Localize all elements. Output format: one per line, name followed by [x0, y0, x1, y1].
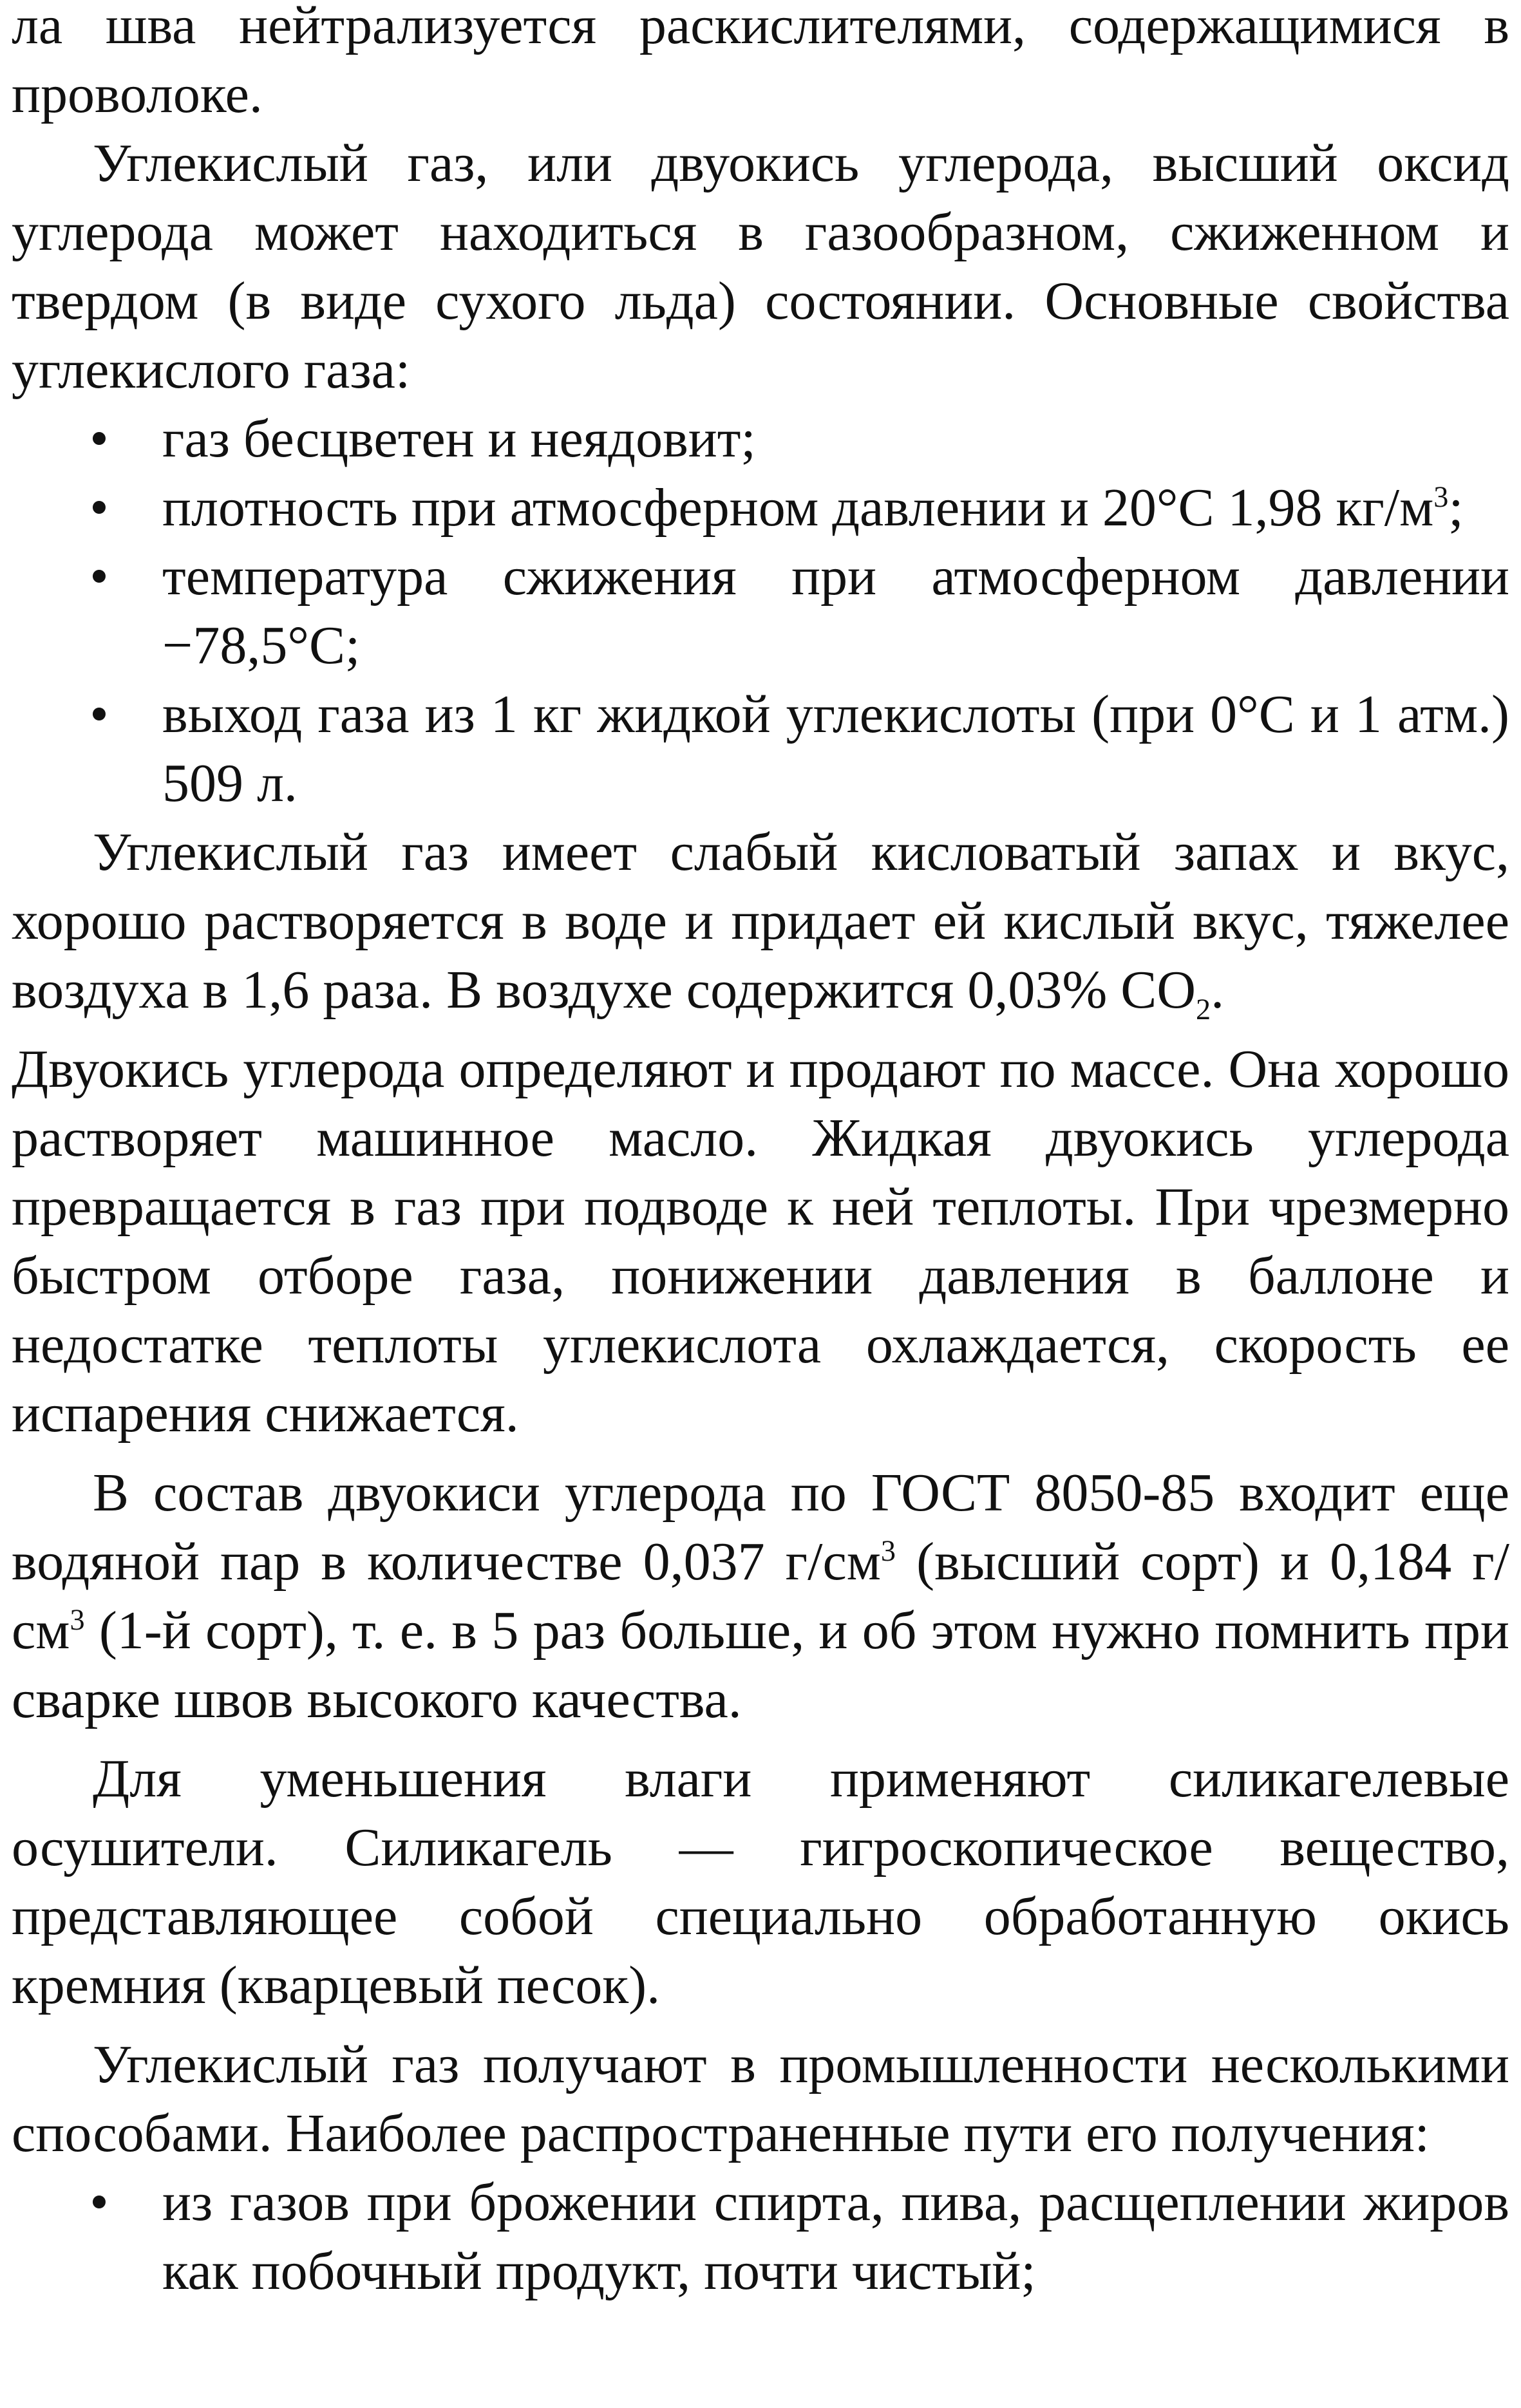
- list-item: [12, 473, 1509, 542]
- paragraph-co2-intro: Углекислый газ, или двуокись углерода, высший оксид углерода может находиться в газообразном, сжиженном и твердом (в виде сухого льда) состоянии. Основные свойства углекислого газа:: [12, 133, 1509, 400]
- paragraph-gost: В состав двуокиси углерода по ГОСТ 8050-85 входит еще водяной пар в количестве 0,037 $г/см^3$ (высший сорт) и 0,184 $г/см^3$ (1-й сорт), т. е. в 5 раз больше, и об этом нужно помнить при сварке швов высокого качества.: [12, 1463, 1509, 1729]
- superscript: 3: [880, 1534, 896, 1567]
- paragraph-silicagel: Для уменьшения влаги применяют силикагелевые осушители. Силикагель — гигроскопическое вещество, представляющее собой специально обработанную окись кремния (кварцевый песок).: [12, 1749, 1509, 2015]
- co2-properties-list: [12, 404, 1509, 818]
- list-item: [12, 680, 1509, 818]
- list-item-text: выход газа из 1 кг жидкой углекислоты (при 0°C и 1 атм.) 509 л.: [162, 684, 1509, 813]
- bullet-icon: •: [90, 409, 109, 469]
- superscript: 3: [1433, 480, 1449, 513]
- bullet-icon: •: [90, 547, 109, 607]
- bullet-icon: •: [90, 478, 109, 538]
- paragraph-production: Углекислый газ получают в промышленности несколькими способами. Наиболее распространенные пути его получения:: [12, 2035, 1509, 2163]
- document-page: [12, 0, 1509, 2306]
- paragraph-co2-smell: Углекислый газ имеет слабый кисловатый запах и вкус, хорошо растворяется в воде и придает ей кислый вкус, тяжелее воздуха в 1,6 раза. В воздухе содержится 0,03% $CO_2$.: [12, 822, 1509, 1026]
- superscript: 3: [70, 1603, 85, 1636]
- list-item-text: плотность при атмосферном давлении и 20°C 1,98 $кг/м^3$;: [162, 478, 1464, 538]
- list-item-text: температура сжижения при атмосферном давлении −78,5°C;: [162, 547, 1509, 675]
- list-item-text: из газов при брожении спирта, пива, расщеплении жиров как побочный продукт, почти чистый;: [162, 2172, 1509, 2301]
- paragraph-continuation: ла шва нейтрализуется раскислителями, содержащимися в проволоке.: [12, 0, 1509, 124]
- production-methods-list: [12, 2168, 1509, 2306]
- list-item: [12, 2168, 1509, 2306]
- list-item-text: газ бесцветен и неядовит;: [162, 409, 756, 469]
- list-item: [12, 404, 1509, 473]
- subscript: 2: [1195, 992, 1211, 1026]
- bullet-icon: •: [90, 684, 109, 744]
- paragraph-co2-mass: Двуокись углерода определяют и продают по массе. Она хорошо растворяет машинное масло. Жидкая двуокись углерода превращается в газ при подводе к ней теплоты. При чрезмерно быстром отборе газа, понижении давления в баллоне и недостатке теплоты углекислота охлаждается, скорость ее испарения снижается.: [12, 1039, 1509, 1444]
- bullet-icon: •: [90, 2172, 109, 2232]
- list-item: [12, 542, 1509, 680]
